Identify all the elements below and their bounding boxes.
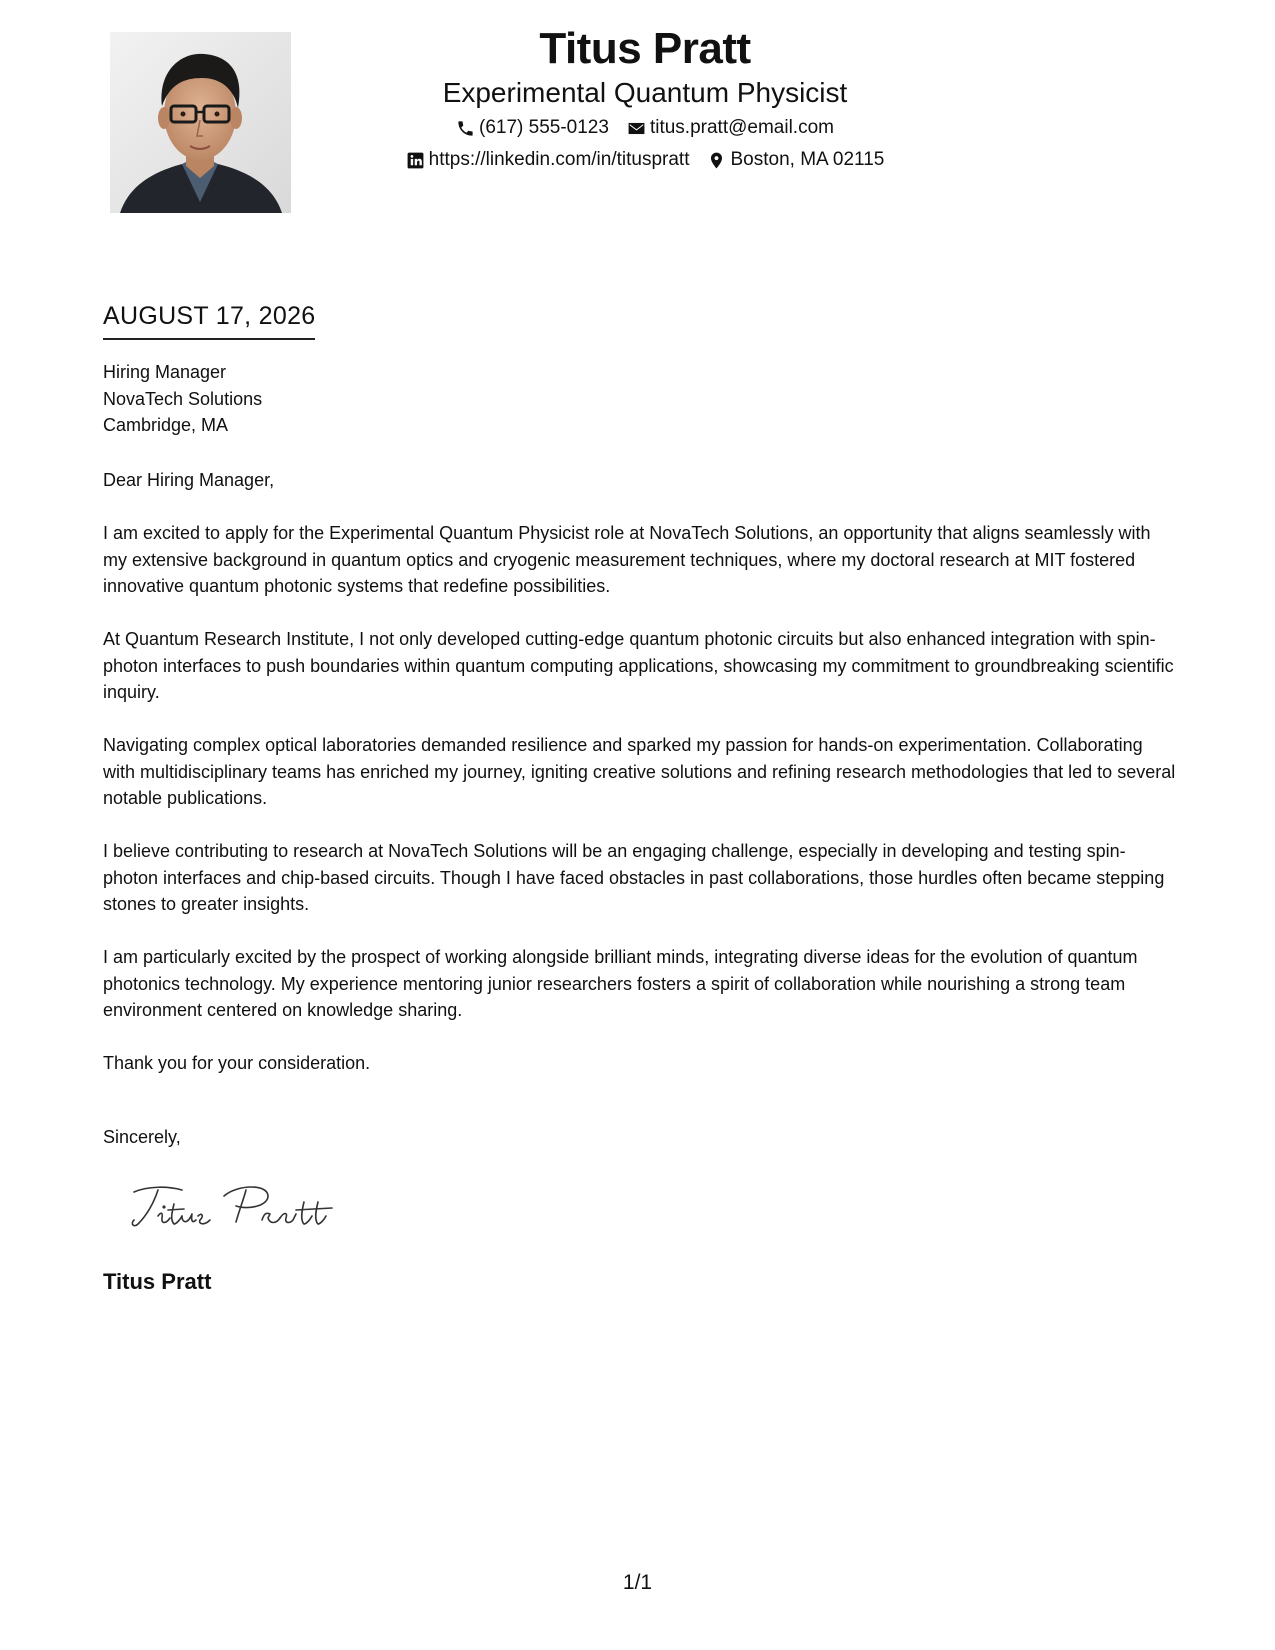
applicant-name: Titus Pratt — [539, 24, 751, 73]
phone-number: (617) 555-0123 — [479, 117, 609, 138]
map-marker-icon — [707, 151, 726, 170]
thanks-line: Thank you for your consideration. — [103, 1053, 371, 1073]
recipient-location: Cambridge, MA — [103, 415, 229, 435]
letter-date: AUGUST 17, 2026 — [103, 300, 315, 340]
location-text: Boston, MA 02115 — [730, 149, 885, 170]
applicant-title: Experimental Quantum Physicist — [442, 77, 848, 108]
contact-row-secondary — [300, 148, 990, 172]
recipient-block — [103, 359, 262, 439]
body-paragraph: I believe contributing to research at NovaTech Solutions will be an engaging challenge, especially in developing and testing spin-photon interfaces and chip-based circuits. Though I have faced obstacles in past collaborations, those hurdles often became stepping stones to greater insights. — [103, 841, 1165, 914]
letter-header — [300, 22, 990, 172]
letter-body — [103, 467, 1178, 1103]
salutation: Dear Hiring Manager, — [103, 470, 275, 490]
closing: Sincerely, — [103, 1127, 181, 1147]
page-number: 1/1 — [622, 1571, 653, 1594]
envelope-icon — [627, 119, 646, 138]
linkedin-url[interactable]: https://linkedin.com/in/tituspratt — [428, 149, 690, 170]
body-paragraph: I am particularly excited by the prospect of working alongside brilliant minds, integrating diverse ideas for the evolution of quantum photonics technology. My experience mentoring junior researchers fosters a spirit of collaboration while nourishing a strong team environment centered on knowledge sharing. — [103, 947, 1138, 1020]
body-paragraph: Navigating complex optical laboratories demanded resilience and sparked my passion for hands-on experimentation. Collaborating with multidisciplinary teams has enriched my journey, igniting creative solutions and refining research methodologies that led to several notable publications. — [103, 735, 1176, 808]
recipient-name: Hiring Manager — [103, 362, 227, 382]
linkedin-contact — [406, 148, 690, 172]
phone-contact — [456, 116, 609, 140]
profile-photo — [110, 32, 291, 213]
contact-row-primary — [300, 116, 990, 140]
email-contact — [627, 116, 834, 140]
phone-icon — [456, 119, 475, 138]
email-address[interactable]: titus.pratt@email.com — [649, 117, 834, 138]
handwritten-signature — [128, 1178, 348, 1238]
recipient-company: NovaTech Solutions — [103, 388, 263, 409]
location-contact — [707, 148, 884, 172]
signer-name: Titus Pratt — [103, 1269, 212, 1294]
body-paragraph: I am excited to apply for the Experimental Quantum Physicist role at NovaTech Solutions, an opportunity that aligns seamlessly with my extensive background in quantum optics and cryogenic measurement techniques, where my doctoral research at MIT fostered innovative quantum photonic systems that redefine possibilities. — [103, 523, 1151, 596]
body-paragraph: At Quantum Research Institute, I not only developed cutting-edge quantum photonic circuits but also enhanced integration with spin-photon interfaces to push boundaries within quantum computing applications, showcasing my commitment to groundbreaking scientific inquiry. — [103, 629, 1174, 702]
linkedin-icon — [406, 151, 425, 170]
